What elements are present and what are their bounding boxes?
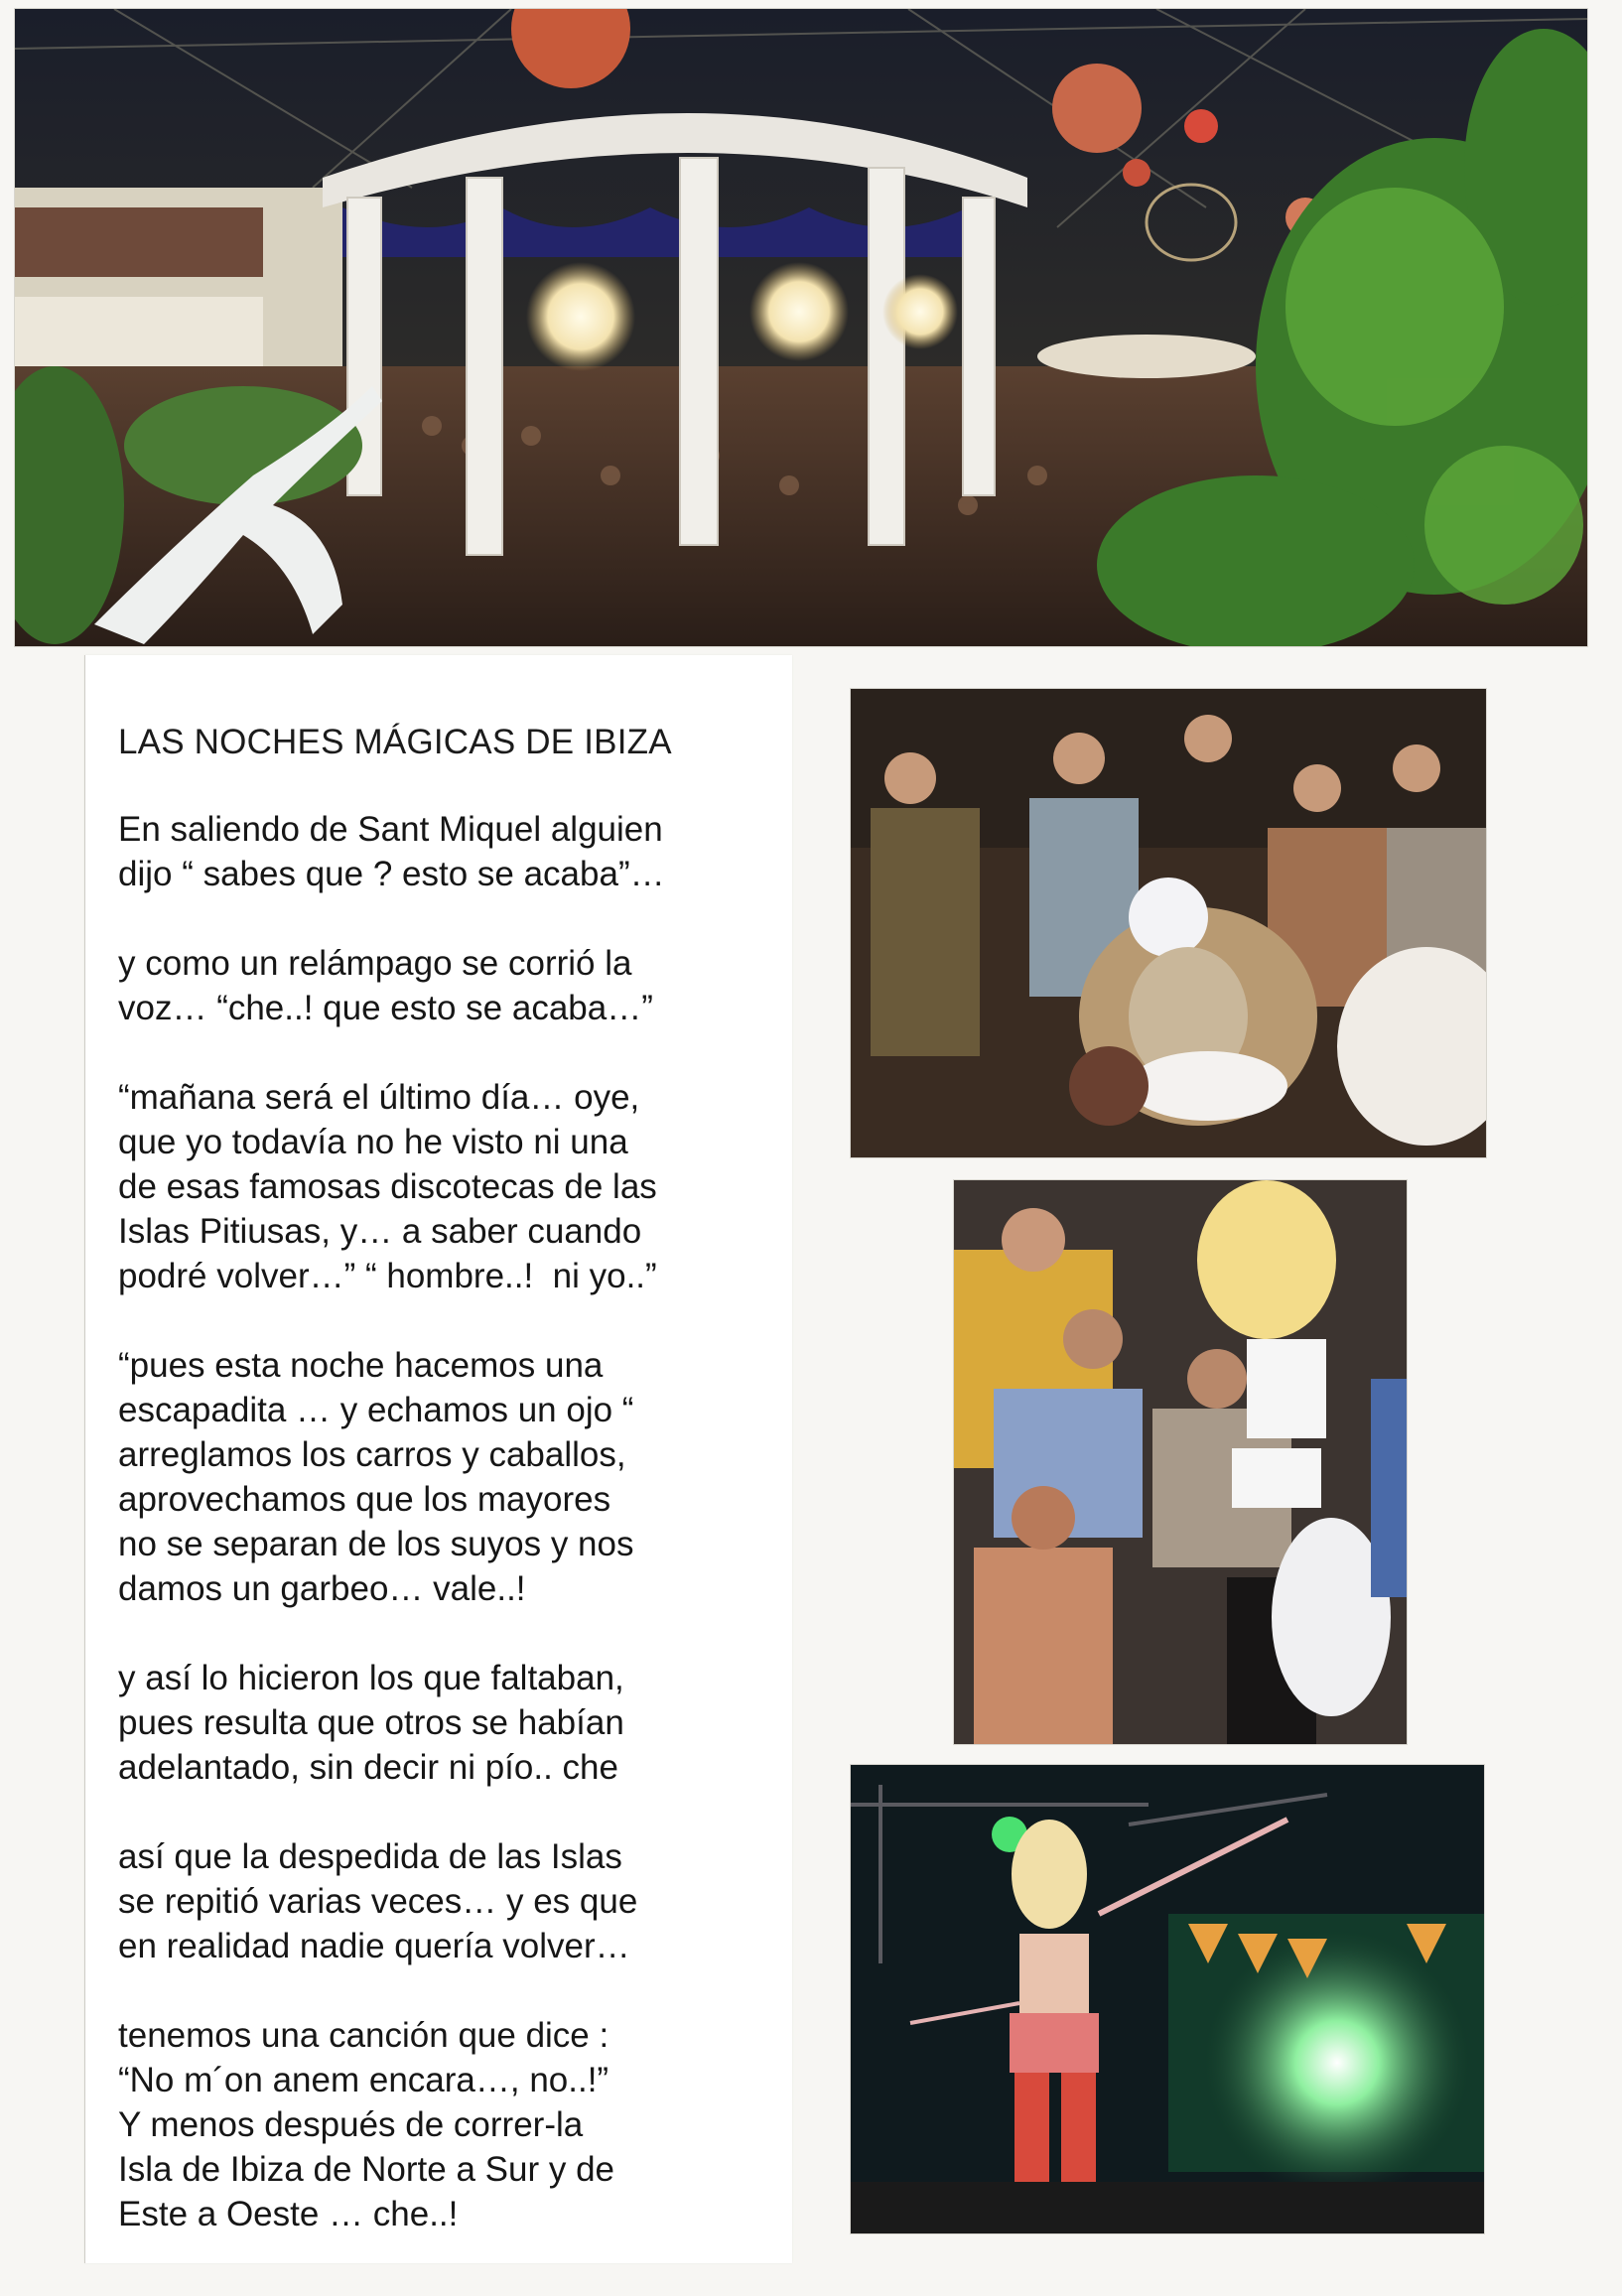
text-line: tenemos una canción que dice : — [118, 2016, 609, 2055]
text-line: “No m´on anem encara…, no..!” — [118, 2061, 609, 2099]
text-line: no se separan de los suyos y nos — [118, 1525, 634, 1563]
blonde-performer-illustration — [954, 1180, 1407, 1744]
text-line: así que la despedida de las Islas — [118, 1837, 622, 1876]
text-line: “mañana será el último día… oye, — [118, 1078, 640, 1117]
text-line: se repitió varias veces… y es que — [118, 1882, 638, 1921]
paragraph-7 — [118, 2013, 773, 2236]
text-line: arreglamos los carros y caballos, — [118, 1435, 626, 1474]
article-title: LAS NOCHES MÁGICAS DE IBIZA — [118, 723, 672, 761]
stage-dancer-illustration — [851, 1765, 1484, 2233]
article-text-column — [84, 655, 792, 2263]
text-line: de esas famosas discotecas de las — [118, 1167, 657, 1206]
text-line: voz… “che..! que esto se acaba…” — [118, 989, 653, 1027]
text-line: Isla de Ibiza de Norte a Sur y de — [118, 2150, 614, 2189]
paragraph-5 — [118, 1656, 773, 1790]
text-line: En saliendo de Sant Miquel alguien — [118, 810, 663, 849]
text-line: en realidad nadie quería volver… — [118, 1927, 630, 1965]
text-line: dijo “ sabes que ? esto se acaba”… — [118, 855, 665, 893]
paragraph-2 — [118, 941, 773, 1030]
text-line: aprovechamos que los mayores — [118, 1480, 611, 1519]
text-line: “pues esta noche hacemos una — [118, 1346, 604, 1385]
text-line: y como un relámpago se corrió la — [118, 944, 632, 983]
paragraph-3 — [118, 1075, 773, 1298]
text-line: damos un garbeo… vale..! — [118, 1569, 526, 1608]
crowd-dancer-illustration — [851, 689, 1486, 1157]
text-line: que yo todavía no he visto ni una — [118, 1123, 628, 1161]
paragraph-1 — [118, 807, 773, 896]
text-line: pues resulta que otros se habían — [118, 1703, 624, 1742]
text-line: podré volver…” “ hombre..! ni yo..” — [118, 1257, 657, 1295]
photo-crowd-dancer — [850, 688, 1487, 1158]
text-line: Este a Oeste … che..! — [118, 2195, 459, 2233]
text-line: Y menos después de correr-la — [118, 2105, 584, 2144]
top-photo-nightclub — [14, 8, 1588, 647]
photo-blonde-performer — [953, 1179, 1408, 1745]
text-line: y así lo hicieron los que faltaban, — [118, 1659, 624, 1697]
paragraph-6 — [118, 1834, 773, 1968]
text-line: escapadita … y echamos un ojo “ — [118, 1391, 634, 1429]
nightclub-illustration — [15, 9, 1587, 646]
photo-stage-dancer — [850, 1764, 1485, 2234]
text-line: adelantado, sin decir ni pío.. che — [118, 1748, 618, 1787]
text-line: Islas Pitiusas, y… a saber cuando — [118, 1212, 642, 1251]
paragraph-4 — [118, 1343, 773, 1611]
